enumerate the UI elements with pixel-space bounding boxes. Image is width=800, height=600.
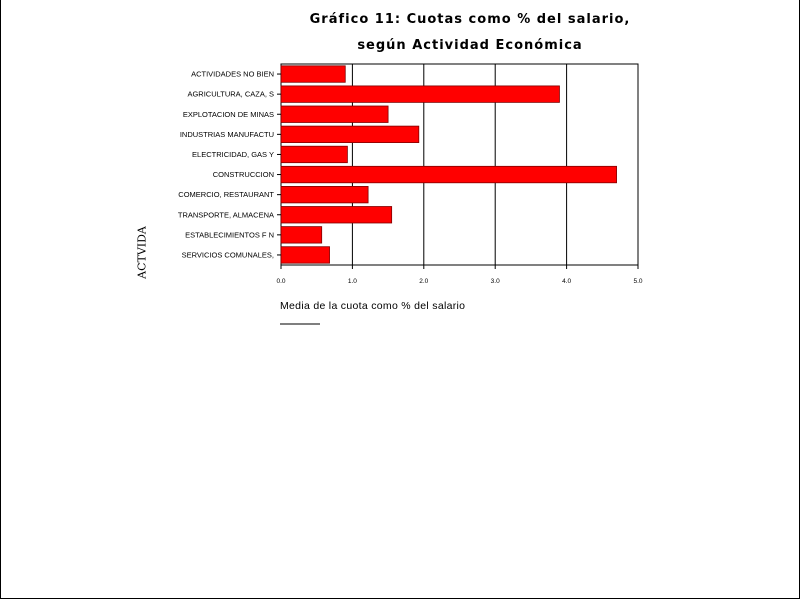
bar-0	[281, 66, 345, 82]
category-label-5: CONSTRUCCION	[212, 170, 274, 180]
bar-7	[281, 207, 392, 223]
bar-6	[281, 186, 368, 202]
x-tick-label-0: 0.0	[276, 278, 286, 285]
x-axis-label: Media de la cuota como % del salario	[280, 300, 466, 312]
chart-title-line-2: según Actividad Económica	[357, 38, 583, 53]
category-label-8: ESTABLECIMIENTOS F N	[185, 230, 274, 240]
x-tick-label-5: 5.0	[633, 278, 643, 285]
category-label-6: COMERCIO, RESTAURANT	[178, 190, 274, 200]
category-label-0: ACTIVIDADES NO BIEN	[191, 69, 274, 79]
x-tick-label-1: 1.0	[347, 278, 357, 285]
bar-9	[281, 247, 330, 263]
category-label-7: TRANSPORTE, ALMACENA	[177, 210, 274, 220]
category-label-1: AGRICULTURA, CAZA, S	[187, 89, 274, 99]
bar-8	[281, 227, 322, 243]
y-axis-label: ACTVIDA	[135, 226, 149, 279]
category-label-3: INDUSTRIAS MANUFACTU	[179, 129, 274, 139]
category-label-4: ELECTRICIDAD, GAS Y	[192, 149, 274, 159]
bar-5	[281, 166, 617, 182]
x-tick-label-2: 2.0	[419, 278, 429, 285]
bar-1	[281, 86, 559, 102]
category-label-9: SERVICIOS COMUNALES,	[181, 250, 274, 260]
bar-4	[281, 146, 347, 162]
category-label-2: EXPLOTACION DE MINAS	[182, 109, 274, 119]
footnote-mark	[280, 323, 320, 325]
bar-3	[281, 126, 419, 142]
bar-2	[281, 106, 388, 122]
chart-title-line-1: Gráfico 11: Cuotas como % del salario,	[309, 12, 631, 27]
x-tick-label-4: 4.0	[562, 278, 572, 285]
x-tick-label-3: 3.0	[490, 278, 500, 285]
